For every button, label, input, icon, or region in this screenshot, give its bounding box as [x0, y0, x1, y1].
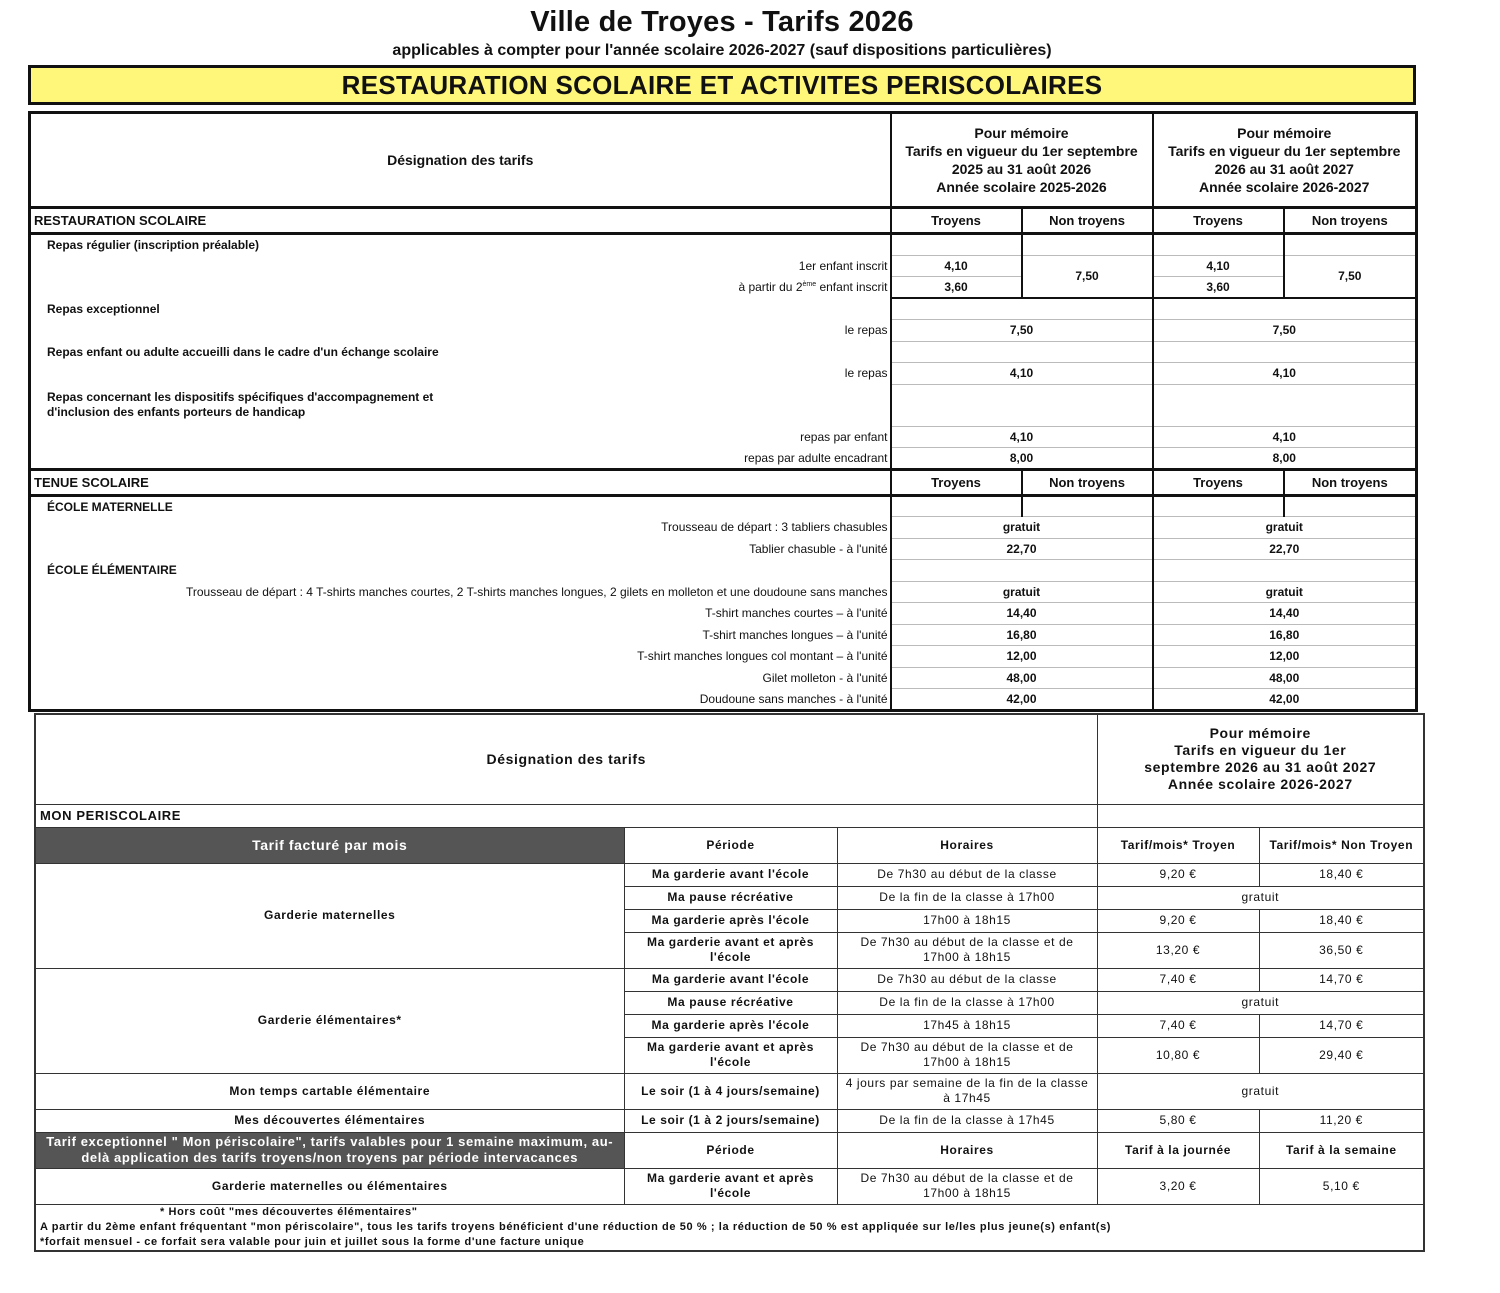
- semaine-header: Tarif à la semaine: [1259, 1132, 1424, 1168]
- price-cell: 13,20 €: [1097, 932, 1259, 968]
- row-label: Trousseau de départ : 3 tabliers chasubles: [30, 517, 891, 539]
- periode-cell: Le soir (1 à 4 jours/semaine): [624, 1073, 837, 1109]
- section-restauration: RESTAURATION SCOLAIRE: [30, 208, 891, 234]
- value-cell: 3,60: [1153, 277, 1284, 299]
- value-cell: 4,10: [891, 363, 1153, 385]
- value-cell: gratuit: [1153, 581, 1417, 603]
- horaires-cell: De 7h30 au début de la classe: [837, 968, 1097, 991]
- garderie-elementaires-label: Garderie élémentaires*: [35, 968, 624, 1073]
- value-cell: 4,10: [1153, 426, 1417, 448]
- tarif-exceptionnel-header: Tarif exceptionnel " Mon périscolaire", tarifs valables pour 1 semaine maximum, au-delà application des tarifs troyens/non troyens par période intervacances: [35, 1132, 624, 1168]
- garderie-maternelles-label: Garderie maternelles: [35, 863, 624, 968]
- horaires-cell: De 7h30 au début de la classe et de 17h00 à 18h15: [837, 932, 1097, 968]
- row-label: ÉCOLE MATERNELLE: [30, 495, 891, 517]
- price-cell: 14,70 €: [1259, 1014, 1424, 1037]
- periode-cell: Ma garderie avant l'école: [624, 968, 837, 991]
- horaires-cell: De 7h30 au début de la classe: [837, 863, 1097, 886]
- value-cell: 12,00: [1153, 646, 1417, 668]
- value-cell: 7,50: [1022, 255, 1153, 298]
- price-cell: 14,70 €: [1259, 968, 1424, 991]
- row-label: ÉCOLE ÉLÉMENTAIRE: [30, 560, 891, 582]
- row-label: T-shirt manches courtes – à l'unité: [30, 603, 891, 625]
- price-cell: 9,20 €: [1097, 863, 1259, 886]
- journee-header: Tarif à la journée: [1097, 1132, 1259, 1168]
- footnote: A partir du 2ème enfant fréquentant "mon périscolaire", tous les tarifs troyens bénéficient d'une réduction de 50 % ; la réduction de 50 % est appliquée sur le/les plus jeune(s) enfant(s): [40, 1220, 1112, 1233]
- row-label: Repas exceptionnel: [30, 298, 891, 320]
- horaires-cell: 17h45 à 18h15: [837, 1014, 1097, 1037]
- footnote: *forfait mensuel - ce forfait sera valable pour juin et juillet sous la forme d'une facture unique: [40, 1235, 585, 1248]
- row-label: T-shirt manches longues col montant – à l'unité: [30, 646, 891, 668]
- value-cell: 4,10: [891, 255, 1022, 277]
- value-cell: 42,00: [1153, 689, 1417, 711]
- periode-header: Période: [624, 1132, 837, 1168]
- row-label: à partir du 2ème enfant inscrit: [30, 277, 891, 299]
- price-cell: 7,40 €: [1097, 968, 1259, 991]
- value-cell: 42,00: [891, 689, 1153, 711]
- value-cell: gratuit: [891, 517, 1153, 539]
- periode-header: Période: [624, 827, 837, 863]
- price-cell: 36,50 €: [1259, 932, 1424, 968]
- garderie-exceptionnel-label: Garderie maternelles ou élémentaires: [35, 1168, 624, 1204]
- periode-cell: Ma pause récréative: [624, 991, 837, 1014]
- periode-cell: Ma pause récréative: [624, 886, 837, 909]
- horaires-cell: De la fin de la classe à 17h00: [837, 886, 1097, 909]
- row-label: Repas enfant ou adulte accueilli dans le cadre d'un échange scolaire: [30, 341, 891, 363]
- row-label: Tablier chasuble - à l'unité: [30, 538, 891, 560]
- value-cell: 14,40: [1153, 603, 1417, 625]
- horaires-header: Horaires: [837, 1132, 1097, 1168]
- row-label: Repas concernant les dispositifs spécifiques d'accompagnement et d'inclusion des enfants porteurs de handicap: [30, 384, 891, 426]
- footnote: * Hors coût "mes découvertes élémentaires": [160, 1205, 418, 1218]
- price-cell: gratuit: [1097, 991, 1424, 1014]
- value-cell: 7,50: [891, 320, 1153, 342]
- price-cell: gratuit: [1097, 886, 1424, 909]
- price-cell: 18,40 €: [1259, 863, 1424, 886]
- col-non-troyens: Non troyens: [1284, 208, 1417, 234]
- value-cell: 4,10: [1153, 363, 1417, 385]
- value-cell: 7,50: [1284, 255, 1417, 298]
- value-cell: 22,70: [891, 538, 1153, 560]
- value-cell: 4,10: [1153, 255, 1284, 277]
- designation-header: Désignation des tarifs: [30, 113, 891, 208]
- row-label: T-shirt manches longues – à l'unité: [30, 624, 891, 646]
- price-cell: 7,40 €: [1097, 1014, 1259, 1037]
- value-cell: 14,40: [891, 603, 1153, 625]
- row-label: le repas: [30, 363, 891, 385]
- horaires-cell: De la fin de la classe à 17h45: [837, 1109, 1097, 1132]
- row-label: Repas régulier (inscription préalable): [30, 234, 891, 256]
- periode-cell: Ma garderie avant et après l'école: [624, 932, 837, 968]
- page-title: Ville de Troyes - Tarifs 2026: [530, 6, 914, 38]
- row-label: 1er enfant inscrit: [30, 255, 891, 277]
- horaires-cell: De 7h30 au début de la classe et de 17h00 à 18h15: [837, 1168, 1097, 1204]
- horaires-cell: De la fin de la classe à 17h00: [837, 991, 1097, 1014]
- row-label: Trousseau de départ : 4 T-shirts manches courtes, 2 T-shirts manches longues, 2 gilets en molleton et une doudoune sans manches: [30, 581, 891, 603]
- value-cell: 3,60: [891, 277, 1022, 299]
- value-cell: gratuit: [891, 581, 1153, 603]
- col-troyens: Troyens: [891, 208, 1022, 234]
- value-cell: 8,00: [891, 448, 1153, 470]
- col-non-troyens: Non troyens: [1022, 208, 1153, 234]
- col-troyens: Troyens: [891, 469, 1022, 495]
- col-troyens: Troyens: [1153, 208, 1284, 234]
- memo-header: Pour mémoire Tarifs en vigueur du 1er septembre 2026 au 31 août 2027 Année scolaire 2026-2027: [1097, 714, 1424, 804]
- value-cell: 16,80: [1153, 624, 1417, 646]
- horaires-cell: 17h00 à 18h15: [837, 909, 1097, 932]
- temps-cartable-label: Mon temps cartable élémentaire: [35, 1073, 624, 1109]
- value-cell: 22,70: [1153, 538, 1417, 560]
- tarif-mois-header: Tarif facturé par mois: [35, 827, 624, 863]
- periode-cell: Ma garderie après l'école: [624, 909, 837, 932]
- value-cell: 12,00: [891, 646, 1153, 668]
- designation-header: Désignation des tarifs: [35, 714, 1097, 804]
- price-cell: 3,20 €: [1097, 1168, 1259, 1204]
- row-label: Gilet molleton - à l'unité: [30, 667, 891, 689]
- row-label: repas par adulte encadrant: [30, 448, 891, 470]
- col-non-troyens: Non troyens: [1022, 469, 1153, 495]
- periode-cell: Ma garderie avant et après l'école: [624, 1037, 837, 1073]
- col-troyens: Troyens: [1153, 469, 1284, 495]
- section-periscolaire: MON PERISCOLAIRE: [35, 804, 1097, 827]
- periode-cell: Le soir (1 à 2 jours/semaine): [624, 1109, 837, 1132]
- price-cell: 11,20 €: [1259, 1109, 1424, 1132]
- value-cell: gratuit: [1153, 517, 1417, 539]
- price-cell: gratuit: [1097, 1073, 1424, 1109]
- horaires-header: Horaires: [837, 827, 1097, 863]
- value-cell: 48,00: [1153, 667, 1417, 689]
- col-non-troyens: Non troyens: [1284, 469, 1417, 495]
- decouvertes-label: Mes découvertes élémentaires: [35, 1109, 624, 1132]
- value-cell: 8,00: [1153, 448, 1417, 470]
- header-2025: Pour mémoire Tarifs en vigueur du 1er septembre 2025 au 31 août 2026 Année scolaire 2025-2026: [891, 113, 1153, 208]
- tarifs-table-restauration: [28, 111, 1418, 712]
- price-cell: 18,40 €: [1259, 909, 1424, 932]
- periode-cell: Ma garderie avant et après l'école: [624, 1168, 837, 1204]
- row-label: Doudoune sans manches - à l'unité: [30, 689, 891, 711]
- value-cell: 16,80: [891, 624, 1153, 646]
- price-cell: 5,10 €: [1259, 1168, 1424, 1204]
- row-label: le repas: [30, 320, 891, 342]
- row-label: repas par enfant: [30, 426, 891, 448]
- section-tenue: TENUE SCOLAIRE: [30, 469, 891, 495]
- footnotes: [35, 1204, 1424, 1251]
- horaires-cell: De 7h30 au début de la classe et de 17h00 à 18h15: [837, 1037, 1097, 1073]
- section-banner: RESTAURATION SCOLAIRE ET ACTIVITES PERISCOLAIRES: [28, 65, 1416, 105]
- price-cell: 5,80 €: [1097, 1109, 1259, 1132]
- value-cell: 7,50: [1153, 320, 1417, 342]
- tarifs-table-periscolaire: [34, 713, 1425, 1252]
- horaires-cell: 4 jours par semaine de la fin de la classe à 17h45: [837, 1073, 1097, 1109]
- non-troyen-header: Tarif/mois* Non Troyen: [1259, 827, 1424, 863]
- periode-cell: Ma garderie avant l'école: [624, 863, 837, 886]
- troyen-header: Tarif/mois* Troyen: [1097, 827, 1259, 863]
- price-cell: 9,20 €: [1097, 909, 1259, 932]
- price-cell: 10,80 €: [1097, 1037, 1259, 1073]
- value-cell: 48,00: [891, 667, 1153, 689]
- page-subtitle: applicables à compter pour l'année scolaire 2026-2027 (sauf dispositions particulières): [392, 42, 1052, 59]
- header-2026: Pour mémoire Tarifs en vigueur du 1er septembre 2026 au 31 août 2027 Année scolaire 2026-2027: [1153, 113, 1417, 208]
- price-cell: 29,40 €: [1259, 1037, 1424, 1073]
- periode-cell: Ma garderie après l'école: [624, 1014, 837, 1037]
- value-cell: 4,10: [891, 426, 1153, 448]
